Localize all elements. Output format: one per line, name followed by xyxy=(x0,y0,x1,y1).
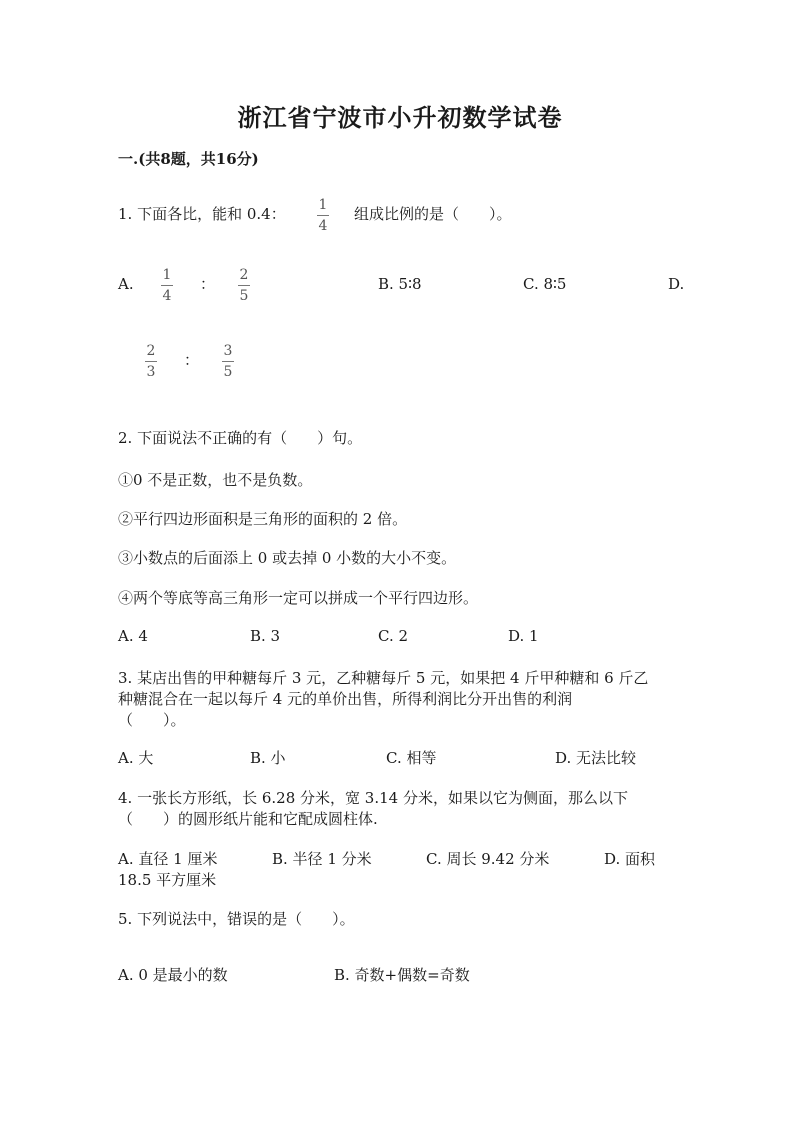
q1-stem-part1: 1. 下面各比，能和 0.4： xyxy=(118,205,286,223)
section-heading: 一.(共8题，共16分) xyxy=(118,150,259,168)
page-title: 浙江省宁波市小升初数学试卷 xyxy=(237,103,563,132)
fraction-bar xyxy=(238,285,250,286)
q2-option-d: D. 1 xyxy=(508,627,539,645)
q2-stem: 2. 下面说法不正确的有（ ）句。 xyxy=(118,429,363,447)
q2-option-c: C. 2 xyxy=(378,627,409,645)
fraction-denominator: 5 xyxy=(223,364,233,380)
q3-option-c: C. 相等 xyxy=(386,749,437,767)
q1-option-a-fraction-2 xyxy=(237,267,251,304)
fraction-denominator: 4 xyxy=(162,288,172,304)
q1-option-d-label: D. xyxy=(668,275,685,293)
q1-stem-fraction xyxy=(316,197,330,234)
q1-option-b: B. 5∶8 xyxy=(378,275,422,293)
q2-statement-3: ③小数点的后面添上 0 或去掉 0 小数的大小不变。 xyxy=(118,549,457,567)
q1-option-a-ratio-sign: ： xyxy=(200,275,216,293)
q3-option-a: A. 大 xyxy=(118,749,154,767)
q4-option-a: A. 直径 1 厘米 xyxy=(118,850,218,868)
fraction-numerator: 3 xyxy=(223,343,233,359)
q1-option-d-fraction-2 xyxy=(221,343,235,380)
fraction-numerator: 2 xyxy=(146,343,156,359)
q3-stem-line-2: 种糖混合在一起以每斤 4 元的单价出售，所得利润比分开出售的利润 xyxy=(118,690,573,708)
fraction-bar xyxy=(161,285,173,286)
q3-option-d: D. 无法比较 xyxy=(555,749,637,767)
q1-option-d-ratio-sign: ： xyxy=(184,351,200,369)
q5-option-a: A. 0 是最小的数 xyxy=(118,966,228,984)
q2-statement-1: ①0 不是正数，也不是负数。 xyxy=(118,471,313,489)
q4-option-c: C. 周长 9.42 分米 xyxy=(426,850,550,868)
fraction-denominator: 3 xyxy=(146,364,156,380)
fraction-numerator: 2 xyxy=(239,267,249,283)
q4-option-d: D. 面积 xyxy=(604,850,656,868)
q4-stem-line-2: （ ）的圆形纸片能和它配成圆柱体. xyxy=(118,810,378,828)
fraction-denominator: 4 xyxy=(318,218,328,234)
q2-statement-2: ②平行四边形面积是三角形的面积的 2 倍。 xyxy=(118,510,408,528)
fraction-bar xyxy=(145,361,157,362)
q4-stem-line-1: 4. 一张长方形纸，长 6.28 分米，宽 3.14 分米，如果以它为侧面，那么以下 xyxy=(118,789,628,807)
q5-stem: 5. 下列说法中，错误的是（ ）。 xyxy=(118,910,355,928)
fraction-denominator: 5 xyxy=(239,288,249,304)
q3-stem-line-1: 3. 某店出售的甲种糖每斤 3 元，乙种糖每斤 5 元，如果把 4 斤甲种糖和 6 斤乙 xyxy=(118,669,649,687)
q1-option-a-label: A. xyxy=(118,275,134,293)
q1-stem-part2: 组成比例的是（ ）。 xyxy=(354,205,512,223)
q2-statement-4: ④两个等底等高三角形一定可以拼成一个平行四边形。 xyxy=(118,589,479,607)
q5-option-b: B. 奇数+偶数=奇数 xyxy=(334,966,470,984)
q2-option-a: A. 4 xyxy=(118,627,148,645)
fraction-numerator: 1 xyxy=(318,197,328,213)
q4-option-b: B. 半径 1 分米 xyxy=(272,850,372,868)
fraction-bar xyxy=(317,215,329,216)
q2-option-b: B. 3 xyxy=(250,627,281,645)
q3-stem-line-3: （ ）。 xyxy=(118,711,186,729)
q1-option-d-fraction-1 xyxy=(144,343,158,380)
fraction-bar xyxy=(222,361,234,362)
q4-option-d-continued: 18.5 平方厘米 xyxy=(118,871,217,889)
q1-option-a-fraction-1 xyxy=(160,267,174,304)
q3-option-b: B. 小 xyxy=(250,749,286,767)
q1-option-c: C. 8∶5 xyxy=(523,275,567,293)
fraction-numerator: 1 xyxy=(162,267,172,283)
